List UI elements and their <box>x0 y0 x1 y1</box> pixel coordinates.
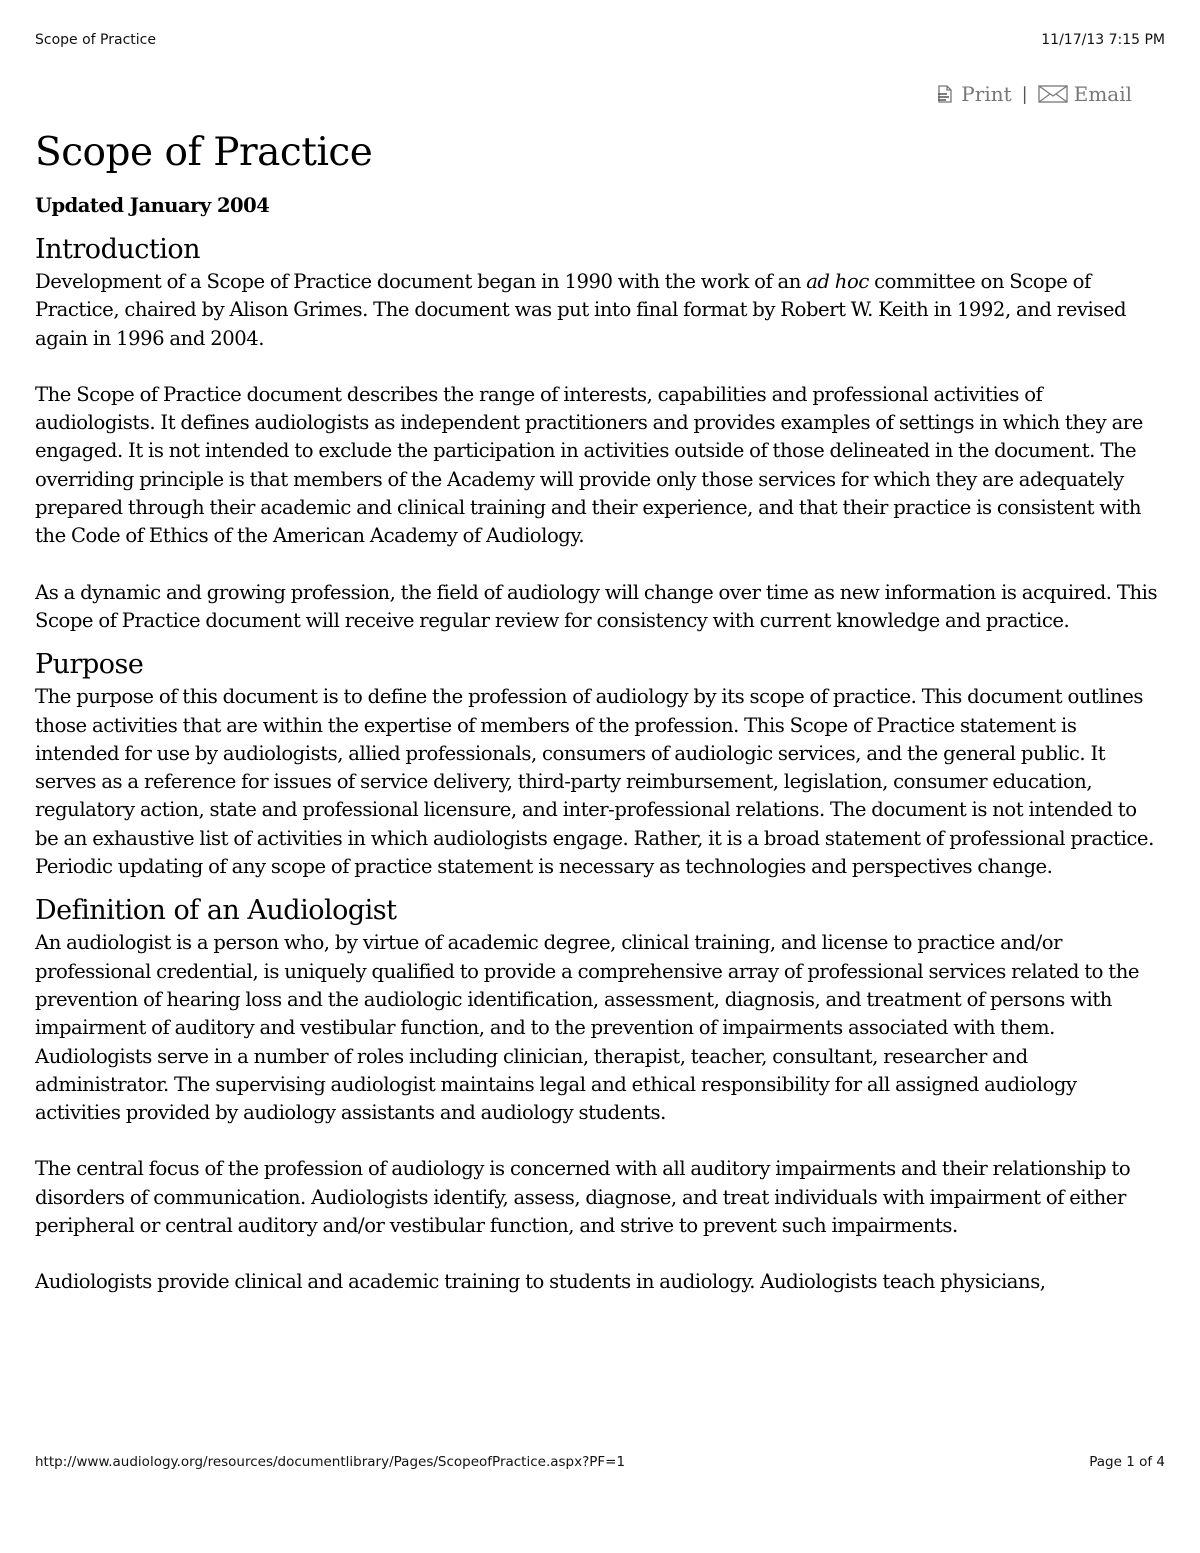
intro-paragraph-3: As a dynamic and growing profession, the field of audiology will change over time as new information is acquired. This Scope of Practice document will receive regular review for consistency with current knowledge and practice. <box>35 580 1158 632</box>
print-header-datetime: 11/17/13 7:15 PM <box>1041 32 1165 48</box>
email-icon <box>1038 85 1068 103</box>
print-footer-url: http://www.audiology.org/resources/documentlibrary/Pages/ScopeofPractice.aspx?PF=1 <box>35 1454 626 1470</box>
section-introduction <box>35 232 1165 635</box>
section-purpose <box>35 647 1165 881</box>
intro-p1-emphasis: ad hoc <box>806 270 869 293</box>
page-title: Scope of Practice <box>35 130 373 175</box>
intro-paragraph-2: The Scope of Practice document describes the range of interests, capabilities and professional activities of audiologists. It defines audiologists as independent practitioners and provides examples of settings in which they are engaged. It is not intended to exclude the participation in activities outside of those delineated in the document. The overriding principle is that members of the Academy will provide only those services for which they are adequately prepared through their academic and clinical training and their experience, and that their practice is consistent with the Code of Ethics of the American Academy of Audiology. <box>35 382 1143 548</box>
definition-paragraph-2: The central focus of the profession of audiology is concerned with all auditory impairments and their relationship to disorders of communication. Audiologists identify, assess, diagnose, and treat individuals with impairment of either peripheral or central auditory and/or vestibular function, and strive to prevent such impairments. <box>35 1157 1131 1238</box>
document-content <box>35 126 1165 1297</box>
actions-separator: | <box>1021 83 1028 105</box>
print-icon <box>935 84 955 104</box>
print-header-title: Scope of Practice <box>35 32 156 48</box>
print-footer-page-number: Page 1 of 4 <box>1089 1454 1165 1470</box>
definition-paragraph-3: Audiologists provide clinical and academic training to students in audiology. Audiologists teach physicians, <box>35 1270 1046 1294</box>
intro-paragraph-1 <box>35 268 1165 353</box>
print-label: Print <box>961 82 1012 106</box>
definition-paragraph-1: An audiologist is a person who, by virtue of academic degree, clinical training, and license to practice and/or professional credential, is uniquely qualified to provide a comprehensive array of professional services related to the prevention of hearing loss and the audiologic identification, assessment, diagnosis, and treatment of persons with impairment of auditory and vestibular function, and to the prevention of impairments associated with them. Audiologists serve in a number of roles including clinician, therapist, teacher, consultant, researcher and administrator. The supervising audiologist maintains legal and ethical responsibility for all assigned audiology activities provided by audiology assistants and audiology students. <box>35 931 1140 1125</box>
print-footer <box>35 1454 1165 1474</box>
section-heading-definition: Definition of an Audiologist <box>35 895 397 927</box>
section-heading-introduction: Introduction <box>35 234 200 265</box>
intro-p1-part-a: Development of a Scope of Practice document began in 1990 with the work of an <box>35 270 807 293</box>
updated-date: Updated January 2004 <box>35 194 270 217</box>
page-actions <box>935 82 1132 106</box>
section-definition <box>35 893 1165 1296</box>
purpose-paragraph-1: The purpose of this document is to define the profession of audiology by its scope of practice. This document outlines those activities that are within the expertise of members of the profession. This Scope of Practice statement is intended for use by audiologists, allied professionals, consumers of audiologic services, and the general public. It serves as a reference for issues of service delivery, third-party reimbursement, legislation, consumer education, regulatory action, state and professional licensure, and inter-professional relations. The document is not intended to be an exhaustive list of activities in which audiologists engage. Rather, it is a broad statement of professional practice. Periodic updating of any scope of practice statement is necessary as technologies and perspectives change. <box>35 685 1154 879</box>
email-label: Email <box>1073 82 1132 106</box>
print-link[interactable] <box>935 82 1011 106</box>
print-header <box>35 32 1165 52</box>
section-heading-purpose: Purpose <box>35 649 144 681</box>
intro-p1-part-b: committee on Scope of Practice, chaired by Alison Grimes. The document was put into final format by Robert W. Keith in 1992, and revised again in 1996 and 2004. <box>35 270 1127 350</box>
email-link[interactable] <box>1038 82 1132 106</box>
